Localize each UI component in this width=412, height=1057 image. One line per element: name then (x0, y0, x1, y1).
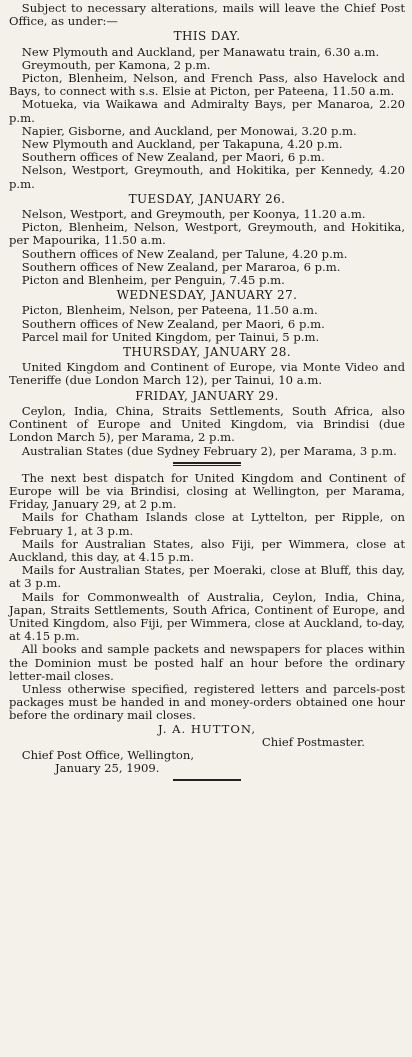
notice-paragraph: Mails for Commonwealth of Australia, Ceylon, India, China, Japan, Straits Settlements, South Africa, Continent of Europe, and United Kingdom, also Fiji, per Wimmera, close at Auckland, to-day, at 4.15 p.m. (9, 589, 405, 644)
notice-paragraph: Mails for Australian States, also Fiji, per Wimmera, close at Auckland, this day, at 4.15 p.m. (9, 536, 405, 564)
mail-item: Napier, Gisborne, and Auckland, per Monowai, 3.20 p.m. (21, 123, 357, 138)
signature-block (9, 723, 405, 776)
section-thursday (9, 346, 405, 388)
signatory-name: J. A. HUTTON, (157, 721, 257, 736)
mail-item: Southern offices of New Zealand, per Maori, 6 p.m. (21, 316, 325, 331)
issuing-office: Chief Post Office, Wellington, (21, 747, 195, 762)
mail-notice-column (9, 2, 405, 782)
mail-item: Picton, Blenheim, Nelson, and French Pass, also Havelock and Bays, to connect with s.s. Elsie at Picton, per Pateena, 11.50 a.m. (9, 71, 405, 99)
signatory-title: Chief Postmaster. (261, 734, 365, 749)
notices-block (9, 472, 405, 723)
section-wednesday (9, 289, 405, 344)
section-heading: TUESDAY, JANUARY 26. (128, 191, 286, 206)
mail-item: United Kingdom and Continent of Europe, via Monte Video and Teneriffe (due London March 12), per Tainui, 10 a.m. (9, 360, 405, 388)
mail-item: New Plymouth and Auckland, per Manawatu train, 6.30 a.m. (21, 44, 380, 59)
mail-item: Ceylon, India, China, Straits Settlements, South Africa, also Continent of Europe and United Kingdom, via Brindisi (due London March 5), per Marama, 2 p.m. (9, 403, 405, 445)
mail-item: New Plymouth and Auckland, per Takapuna, 4.20 p.m. (21, 137, 343, 152)
mail-item: Nelson, Westport, Greymouth, and Hokitika, per Kennedy, 4.20 p.m. (9, 163, 405, 191)
intro-paragraph: Subject to necessary alterations, mails will leave the Chief Post Office, as under:— (9, 1, 405, 29)
mail-item: Southern offices of New Zealand, per Talune, 4.20 p.m. (21, 246, 348, 261)
mail-item: Australian States (due Sydney February 2), per Marama, 3 p.m. (21, 443, 397, 458)
mail-item: Picton, Blenheim, Nelson, Westport, Greymouth, and Hokitika, per Mapourika, 11.50 a.m. (9, 220, 405, 248)
section-heading: THIS DAY. (173, 29, 241, 44)
mail-item: Parcel mail for United Kingdom, per Tainui, 5 p.m. (21, 329, 320, 344)
section-tuesday (9, 193, 405, 287)
mail-item: Motueka, via Waikawa and Admiralty Bays, per Manaroa, 2.20 p.m. (9, 97, 405, 125)
mail-item: Nelson, Westport, and Greymouth, per Koonya, 11.20 a.m. (21, 207, 366, 222)
notice-paragraph: Mails for Chatham Islands close at Lyttelton, per Ripple, on February 1, at 3 p.m. (9, 510, 405, 538)
notice-paragraph: Unless otherwise specified, registered letters and parcels-post packages must be handed in and money-orders obtained one hour before the ordinary mail closes. (9, 681, 405, 723)
section-heading: THURSDAY, JANUARY 28. (123, 345, 291, 360)
section-this-day (9, 30, 405, 190)
section-heading: FRIDAY, JANUARY 29. (135, 388, 279, 403)
section-heading: WEDNESDAY, JANUARY 27. (116, 288, 298, 303)
end-rule (173, 779, 241, 781)
section-divider (173, 462, 241, 464)
mail-item: Southern offices of New Zealand, per Mararoa, 6 p.m. (21, 259, 341, 274)
notice-paragraph: The next best dispatch for United Kingdom and Continent of Europe will be via Brindisi, closing at Wellington, per Marama, Friday, January 29, at 2 p.m. (9, 470, 405, 512)
section-divider-thin (173, 465, 241, 466)
notice-paragraph: Mails for Australian States, per Moeraki, close at Bluff, this day, at 3 p.m. (9, 563, 405, 591)
section-friday (9, 390, 405, 458)
mail-item: Greymouth, per Kamona, 2 p.m. (21, 57, 211, 72)
mail-item: Southern offices of New Zealand, per Maori, 6 p.m. (21, 150, 325, 165)
notice-paragraph: All books and sample packets and newspapers for places within the Dominion must be posted half an hour before the ordinary letter-mail closes. (9, 642, 405, 683)
mail-item: Picton, Blenheim, Nelson, per Pateena, 11.50 a.m. (21, 303, 318, 318)
mail-item: Picton and Blenheim, per Penguin, 7.45 p.m. (21, 273, 285, 288)
issue-date: January 25, 1909. (55, 761, 160, 776)
